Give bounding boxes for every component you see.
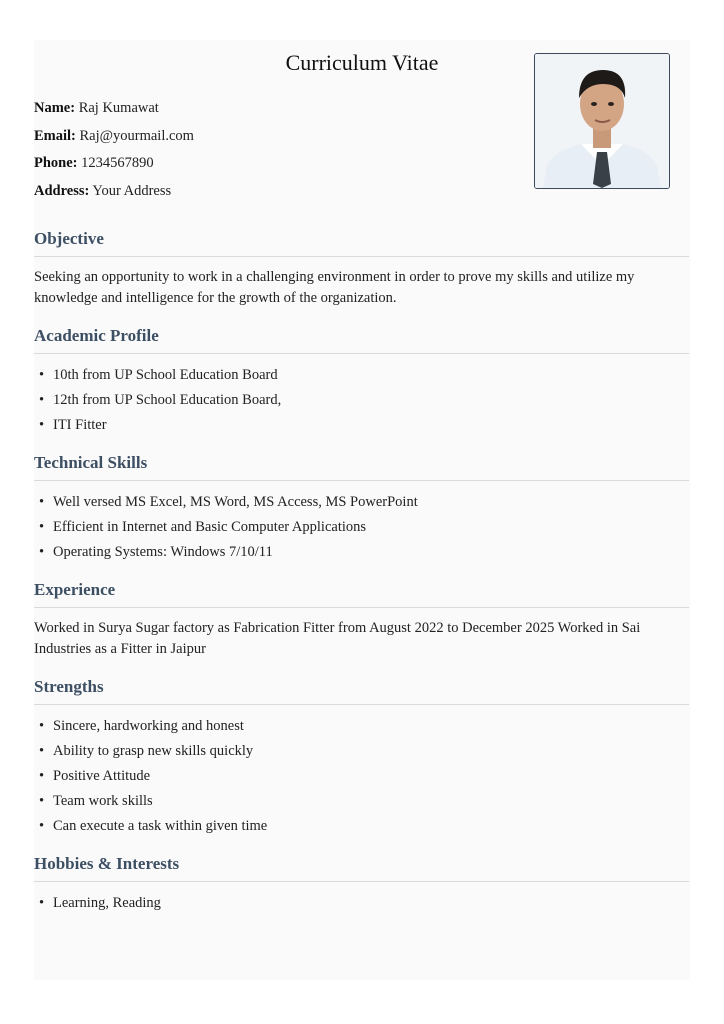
list-item: • Sincere, hardworking and honest	[34, 716, 267, 741]
info-phone: Phone: 1234567890	[34, 155, 154, 172]
list-item: • Can execute a task within given time	[34, 816, 267, 841]
academic-heading: Academic Profile	[34, 326, 689, 354]
person-icon	[535, 54, 669, 188]
list-item: • Ability to grasp new skills quickly	[34, 741, 267, 766]
personal-info	[34, 97, 194, 208]
info-address: Address: Your Address	[34, 183, 172, 200]
technical-heading: Technical Skills	[34, 453, 689, 481]
experience-heading: Experience	[34, 580, 689, 608]
hobbies-heading: Hobbies & Interests	[34, 854, 689, 882]
list-item: • 10th from UP School Education Board	[34, 365, 281, 390]
technical-list	[34, 492, 418, 567]
list-item: • Efficient in Internet and Basic Computer Applications	[34, 517, 418, 542]
objective-heading: Objective	[34, 229, 689, 257]
list-item: • Learning, Reading	[34, 893, 161, 918]
list-item: • Operating Systems: Windows 7/10/11	[34, 542, 418, 567]
info-name: Name: Raj Kumawat	[34, 100, 159, 116]
list-item: • Team work skills	[34, 791, 267, 816]
info-email: Email: Raj@yourmail.com	[34, 127, 194, 144]
experience-text: Worked in Surya Sugar factory as Fabrication Fitter from August 2022 to December 2025 Worked in Sai Industries as a Fitter in Jaipur	[34, 620, 641, 657]
profile-photo	[534, 53, 670, 189]
hobbies-list	[34, 893, 161, 918]
page-title: Curriculum Vitae	[285, 50, 439, 75]
academic-list	[34, 365, 281, 440]
strengths-heading: Strengths	[34, 677, 689, 705]
objective-text: Seeking an opportunity to work in a challenging environment in order to prove my skills and utilize my knowledge and intelligence for the growth of the organization.	[34, 269, 635, 306]
list-item: • 12th from UP School Education Board,	[34, 390, 281, 415]
list-item: • Positive Attitude	[34, 766, 267, 791]
list-item: • ITI Fitter	[34, 415, 281, 440]
strengths-list	[34, 716, 267, 841]
list-item: • Well versed MS Excel, MS Word, MS Access, MS PowerPoint	[34, 492, 418, 517]
